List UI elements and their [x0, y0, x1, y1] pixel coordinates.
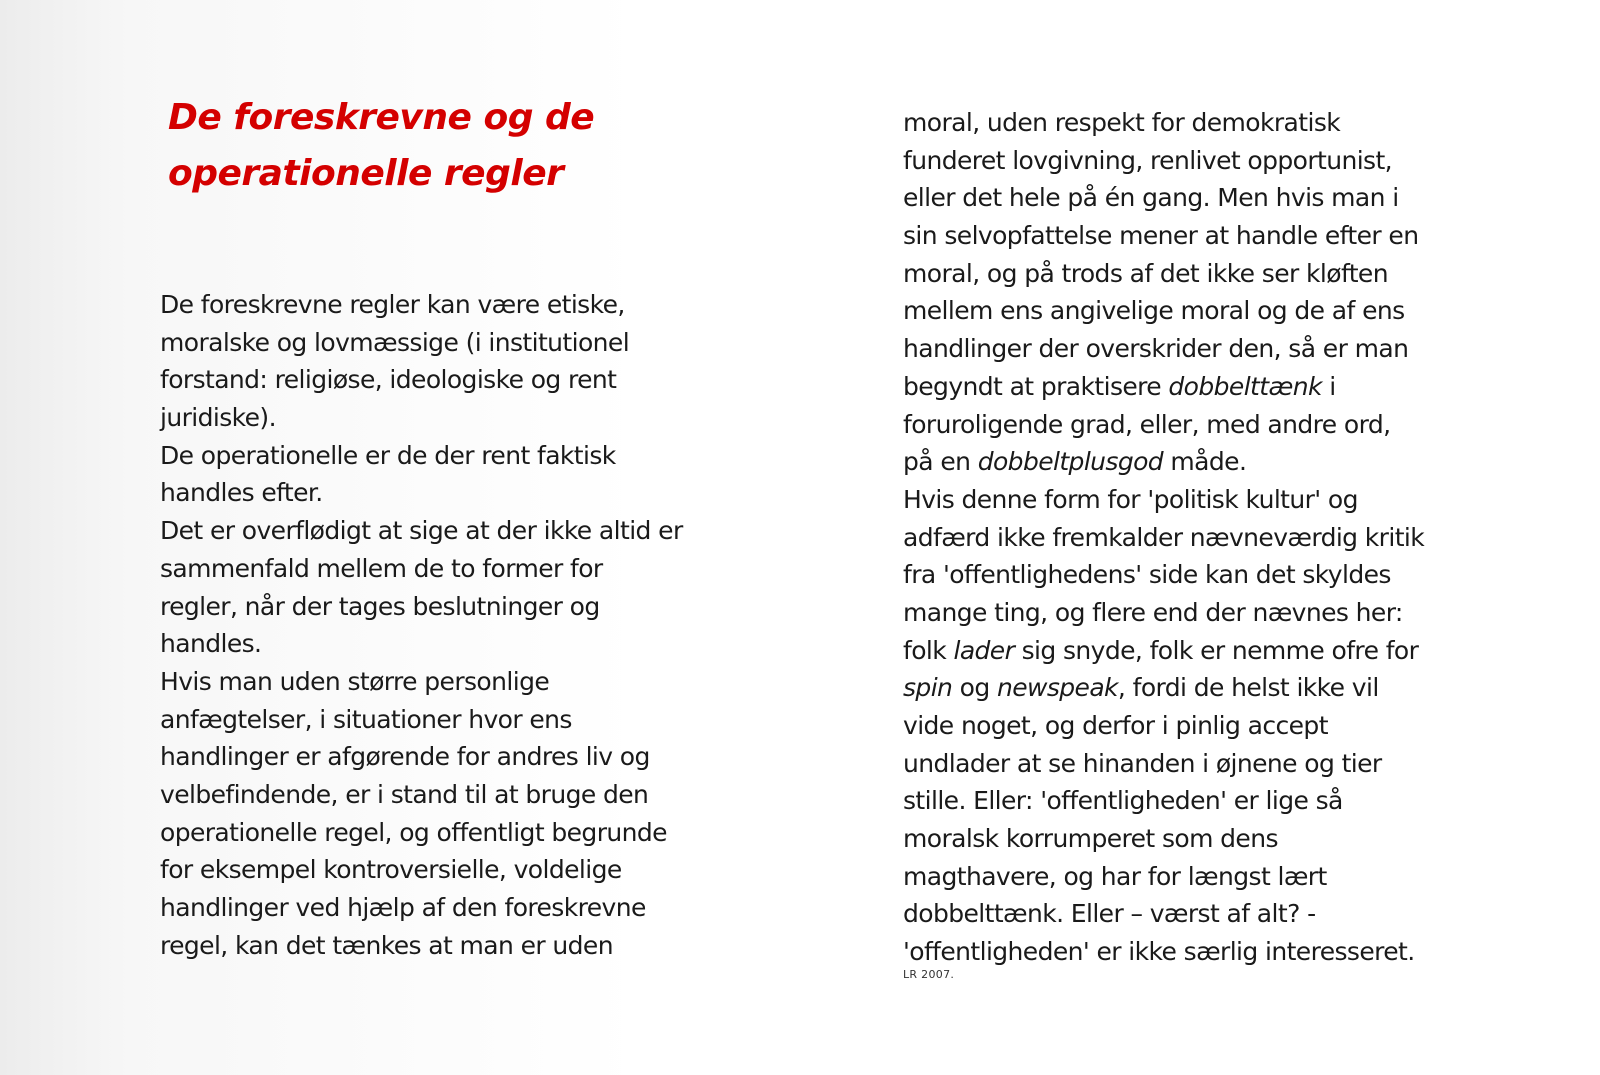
text-fragment: folk [903, 635, 954, 665]
right-text-column [903, 104, 1503, 971]
text-line: magthavere, og har for længst lært [903, 861, 1327, 891]
text-line: foruroligende grad, eller, med andre ord, [903, 409, 1391, 439]
text-line: mellem ens angivelige moral og de af ens [903, 296, 1405, 326]
text-line: handlinger er afgørende for andres liv og [160, 742, 650, 772]
text-line: handlinger ved hjælp af den foreskrevne [160, 893, 646, 922]
emphasis-dobbelttaenk: dobbelttænk [1168, 371, 1322, 401]
text-line: moral, uden respekt for demokratisk [903, 108, 1341, 137]
text-line: fra 'offentlighedens' side kan det skyldes [903, 560, 1391, 590]
text-line: anfægtelser, i situationer hvor ens [160, 704, 572, 734]
text-line: 'offentligheden' er ikke særlig interesseret. [903, 937, 1415, 967]
text-line: forstand: religiøse, ideologiske og rent [160, 365, 617, 395]
left-text-column [160, 286, 780, 964]
text-line: regel, kan det tænkes at man er uden [160, 930, 613, 960]
text-line: moralske og lovmæssige (i institutionel [160, 327, 630, 357]
text-line: dobbelttænk. Eller – værst af alt? - [903, 899, 1316, 929]
text-line: eller det hele på én gang. Men hvis man i [903, 183, 1399, 213]
text-line: undlader at se hinanden i øjnene og tier [903, 748, 1382, 778]
text-line: moral, og på trods af det ikke ser kløften [903, 258, 1388, 288]
text-fragment: , fordi de helst ikke vil [1117, 673, 1379, 703]
text-line [903, 669, 1503, 707]
text-line [903, 632, 1503, 670]
emphasis-lader: lader [953, 635, 1015, 665]
title-line-1: De foreskrevne og de [168, 97, 595, 138]
text-line [903, 443, 1503, 481]
text-line: velbefindende, er i stand til at bruge den [160, 779, 649, 809]
text-line: handlinger der overskrider den, så er man [903, 334, 1409, 364]
text-line: funderet lovgivning, renlivet opportunist, [903, 145, 1393, 175]
text-line: sin selvopfattelse mener at handle efter en [903, 221, 1419, 251]
text-line: Det er overflødigt at sige at der ikke altid er [160, 516, 683, 546]
emphasis-dobbeltplusgod: dobbeltplusgod [977, 447, 1164, 477]
text-line: sammenfald mellem de to former for [160, 553, 603, 583]
text-fragment: og [952, 673, 997, 703]
text-line: De operationelle er de der rent faktisk [160, 440, 616, 470]
signature: LR 2007. [903, 968, 955, 981]
text-fragment: måde. [1163, 447, 1247, 477]
text-line: De foreskrevne regler kan være etiske, [160, 290, 625, 319]
text-fragment: sig snyde, folk er nemme ofre for [1014, 635, 1419, 665]
emphasis-spin: spin [903, 673, 953, 703]
text-line: mange ting, og flere end der nævnes her: [903, 597, 1403, 627]
title-line-2: operationelle regler [168, 153, 564, 194]
text-fragment: begyndt at praktisere [903, 371, 1169, 401]
text-line: vide noget, og derfor i pinlig accept [903, 711, 1328, 740]
text-fragment: i [1321, 371, 1336, 401]
emphasis-newspeak: newspeak [996, 673, 1118, 703]
text-line: Hvis man uden større personlige [160, 666, 550, 696]
text-line [903, 368, 1503, 406]
text-line: handles efter. [160, 478, 323, 508]
text-line: stille. Eller: 'offentligheden' er lige så [903, 786, 1343, 816]
text-line: operationelle regel, og offentligt begrunde [160, 817, 667, 847]
text-line: regler, når der tages beslutninger og [160, 591, 600, 621]
text-fragment: på en [903, 447, 978, 477]
text-line: juridiske). [160, 403, 276, 433]
text-line: handles. [160, 629, 262, 659]
text-line: for eksempel kontroversielle, voldelige [160, 855, 622, 885]
text-line: adfærd ikke fremkalder nævneværdig kritik [903, 522, 1425, 552]
text-line: moralsk korrumperet som dens [903, 824, 1278, 854]
text-line: Hvis denne form for 'politisk kultur' og [903, 484, 1358, 514]
page-title [168, 90, 688, 202]
